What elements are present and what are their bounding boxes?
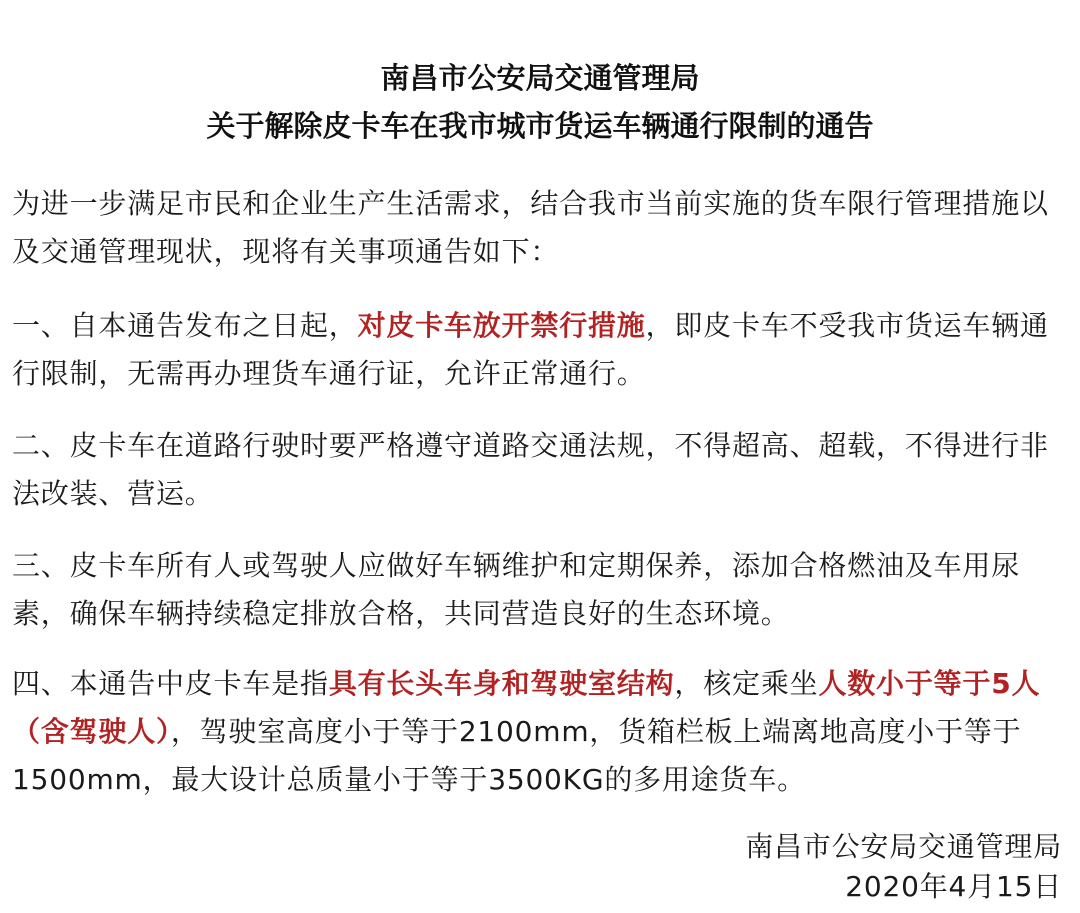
item-4-highlight-occupancy: 人数小于等于5人（含驾驶人） — [12, 667, 1041, 748]
signature-organization: 南昌市公安局交通管理局 — [745, 830, 1062, 863]
item-2-paragraph: 二、皮卡车在道路行驶时要严格遵守道路交通法规，不得超高、超载，不得进行非法改装、营运。 — [12, 429, 1049, 510]
intro-paragraph: 为进一步满足市民和企业生产生活需求，结合我市当前实施的货车限行管理措施以及交通管理现状，现将有关事项通告如下： — [12, 187, 1049, 268]
notice-title-line2: 关于解除皮卡车在我市城市货运车辆通行限制的通告 — [206, 109, 874, 143]
item-1-highlight: 对皮卡车放开禁行措施 — [357, 309, 646, 342]
item-4-highlight-structure: 具有长头车身和驾驶室结构 — [328, 667, 675, 700]
item-1-paragraph — [12, 302, 1072, 398]
item-4-text-part2: ，核定乘坐 — [674, 667, 819, 700]
item-4-text-part3: ，驾驶室高度小于等于2100mm，货箱栏板上端离地高度小于等于1500mm，最大设计总质量小于等于3500KG的多用途货车。 — [12, 715, 1022, 796]
item-1-text-start: 一、自本通告发布之日起， — [12, 309, 358, 342]
item-4-paragraph — [12, 660, 1072, 804]
signature-date: 2020年4月15日 — [845, 870, 1062, 903]
item-1-text-end: ，即皮卡车不受我市货运车辆通行限制，无需再办理货车通行证，允许正常通行。 — [12, 309, 1049, 390]
item-4-text-part1: 四、本通告中皮卡车是指 — [12, 667, 329, 700]
notice-title-line1: 南昌市公安局交通管理局 — [380, 61, 700, 95]
item-3-paragraph: 三、皮卡车所有人或驾驶人应做好车辆维护和定期保养，添加合格燃油及车用尿素，确保车辆持续稳定排放合格，共同营造良好的生态环境。 — [12, 549, 1021, 630]
